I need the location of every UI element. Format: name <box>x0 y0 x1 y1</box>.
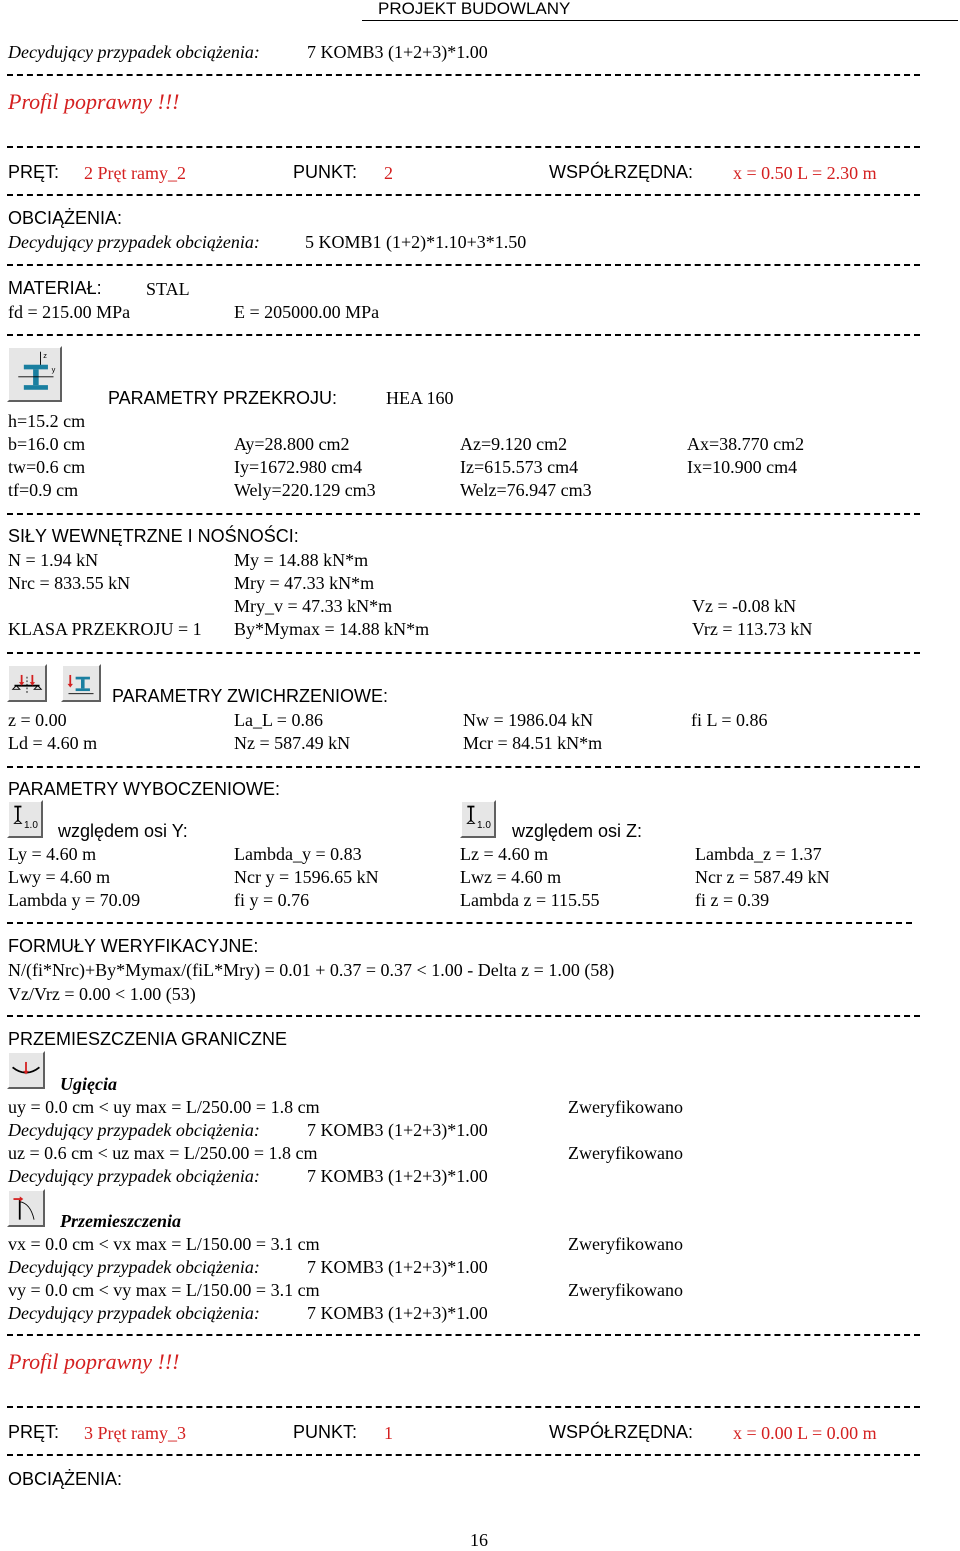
ltb-fi-l: fi L = 0.86 <box>691 710 768 730</box>
punkt-label: PUNKT: <box>293 162 358 182</box>
material-name: STAL <box>146 279 190 299</box>
punkt-label-2: PUNKT: <box>293 1422 358 1442</box>
force-mry-v: Mry_v = 47.33 kN*m <box>234 596 393 616</box>
separator <box>7 74 920 76</box>
uz-decisive-value: 7 KOMB3 (1+2+3)*1.00 <box>307 1166 488 1186</box>
section-class: KLASA PRZEKROJU = 1 <box>8 619 202 639</box>
separator <box>7 652 920 654</box>
buckling-y-icon <box>7 800 43 838</box>
section-wely: Wely=220.129 cm3 <box>234 480 376 500</box>
material-fd: fd = 215.00 MPa <box>8 302 131 322</box>
deflection-uz-status: Zweryfikowano <box>568 1143 683 1163</box>
loads-decisive-label: Decydujący przypadek obciążenia: <box>8 232 260 252</box>
section-iy: Iy=1672.980 cm4 <box>234 457 363 477</box>
decisive-case-value: 7 KOMB3 (1+2+3)*1.00 <box>307 42 488 62</box>
ugiecia-title: Ugięcia <box>60 1074 117 1094</box>
coord-value: x = 0.50 L = 2.30 m <box>733 163 877 183</box>
buckling-lambda-y-rel: Lambda_y = 0.83 <box>234 844 362 864</box>
separator <box>7 766 920 768</box>
separator <box>7 1334 920 1336</box>
pret-label-2: PRĘT: <box>8 1422 60 1442</box>
punkt-value-2: 1 <box>384 1423 393 1443</box>
section-tw: tw=0.6 cm <box>8 457 86 477</box>
buckling-y-icon-label: 1.0 <box>24 820 38 831</box>
buckling-axis-y: względem osi Y: <box>58 821 188 841</box>
section-b: b=16.0 cm <box>8 434 86 454</box>
section-tf: tf=0.9 cm <box>8 480 79 500</box>
forces-title: SIŁY WEWNĘTRZNE I NOŚNOŚCI: <box>8 526 299 546</box>
uy-decisive-label: Decydujący przypadek obciążenia: <box>8 1120 260 1140</box>
pret-value: 2 Pręt ramy_2 <box>84 163 186 183</box>
svg-text:y: y <box>51 365 56 375</box>
material-e: E = 205000.00 MPa <box>234 302 380 322</box>
deflection-uz: uz = 0.6 cm < uz max = L/250.00 = 1.8 cm <box>8 1143 318 1163</box>
punkt-value: 2 <box>384 163 393 183</box>
buckling-ncr-y: Ncr y = 1596.65 kN <box>234 867 379 887</box>
loads-decisive-value: 5 KOMB1 (1+2)*1.10+3*1.50 <box>305 232 527 252</box>
buckling-fi-z: fi z = 0.39 <box>695 890 770 910</box>
pret-value-2: 3 Pręt ramy_3 <box>84 1423 186 1443</box>
svg-text:z: z <box>43 351 48 361</box>
uy-decisive-value: 7 KOMB3 (1+2+3)*1.00 <box>307 1120 488 1140</box>
buckling-z-icon <box>460 800 496 838</box>
buckling-lwz: Lwz = 4.60 m <box>460 867 562 887</box>
separator <box>7 334 920 336</box>
ltb-nw: Nw = 1986.04 kN <box>463 710 594 730</box>
section-az: Az=9.120 cm2 <box>460 434 568 454</box>
lateral-buckling-beam-icon <box>7 664 47 702</box>
project-header: PROJEKT BUDOWLANY <box>378 0 571 18</box>
profile-ok-message: Profil poprawny !!! <box>8 1349 180 1374</box>
buckling-title: PARAMETRY WYBOCZENIOWE: <box>8 779 281 799</box>
deflection-uy: uy = 0.0 cm < uy max = L/250.00 = 1.8 cm <box>8 1097 320 1117</box>
section-welz: Welz=76.947 cm3 <box>460 480 592 500</box>
header-rule <box>362 20 958 21</box>
force-mry: Mry = 47.33 kN*m <box>234 573 375 593</box>
buckling-lambda-y: Lambda y = 70.09 <box>8 890 141 910</box>
force-n: N = 1.94 kN <box>8 550 99 570</box>
page-number: 16 <box>470 1530 488 1550</box>
separator <box>7 146 920 148</box>
buckling-z-icon-label: 1.0 <box>477 820 491 831</box>
section-h: h=15.2 cm <box>8 411 86 431</box>
displacement-vx-status: Zweryfikowano <box>568 1234 683 1254</box>
separator <box>7 1015 920 1017</box>
coord-label: WSPÓŁRZĘDNA: <box>549 162 694 182</box>
force-vrz: Vrz = 113.73 kN <box>692 619 813 639</box>
formulas-title: FORMUŁY WERYFIKACYJNE: <box>8 936 259 956</box>
ltb-mcr: Mcr = 84.51 kN*m <box>463 733 603 753</box>
formula-2: Vz/Vrz = 0.00 < 1.00 (53) <box>8 984 196 1004</box>
separator <box>7 264 920 266</box>
displacement-vx: vx = 0.0 cm < vx max = L/150.00 = 3.1 cm <box>8 1234 320 1254</box>
ltb-title: PARAMETRY ZWICHRZENIOWE: <box>112 686 389 706</box>
loads-title-2: OBCIĄŻENIA: <box>8 1469 123 1489</box>
section-ax: Ax=38.770 cm2 <box>687 434 805 454</box>
ltb-nz: Nz = 587.49 kN <box>234 733 351 753</box>
section-title: PARAMETRY PRZEKROJU: <box>108 388 338 408</box>
pret-label: PRĘT: <box>8 162 60 182</box>
uz-decisive-label: Decydujący przypadek obciążenia: <box>8 1166 260 1186</box>
displacement-icon <box>7 1189 45 1227</box>
separator <box>7 1454 920 1456</box>
vy-decisive-label: Decydujący przypadek obciążenia: <box>8 1303 260 1323</box>
force-vz: Vz = -0.08 kN <box>692 596 797 616</box>
loads-title: OBCIĄŻENIA: <box>8 208 123 228</box>
buckling-lwy: Lwy = 4.60 m <box>8 867 111 887</box>
section-ix: Ix=10.900 cm4 <box>687 457 798 477</box>
formula-1: N/(fi*Nrc)+By*Mymax/(fiL*Mry) = 0.01 + 0.37 = 0.37 < 1.00 - Delta z = 1.00 (58) <box>8 960 615 980</box>
force-by-mymax: By*Mymax = 14.88 kN*m <box>234 619 430 639</box>
profile-ok-message: Profil poprawny !!! <box>8 89 180 114</box>
decisive-case-label: Decydujący przypadek obciążenia: <box>8 42 260 62</box>
separator <box>7 1406 920 1408</box>
buckling-fi-y: fi y = 0.76 <box>234 890 310 910</box>
vx-decisive-value: 7 KOMB3 (1+2+3)*1.00 <box>307 1257 488 1277</box>
ltb-la-l: La_L = 0.86 <box>234 710 323 730</box>
vy-decisive-value: 7 KOMB3 (1+2+3)*1.00 <box>307 1303 488 1323</box>
force-nrc: Nrc = 833.55 kN <box>8 573 131 593</box>
coord-value-2: x = 0.00 L = 0.00 m <box>733 1423 877 1443</box>
section-iz: Iz=615.573 cm4 <box>460 457 579 477</box>
buckling-lambda-z-rel: Lambda_z = 1.37 <box>695 844 822 864</box>
section-name: HEA 160 <box>386 388 454 408</box>
section-ay: Ay=28.800 cm2 <box>234 434 350 454</box>
buckling-lambda-z: Lambda z = 115.55 <box>460 890 600 910</box>
separator <box>7 194 920 196</box>
deflection-icon <box>7 1051 45 1089</box>
displacements-title: PRZEMIESZCZENIA GRANICZNE <box>8 1029 288 1049</box>
coord-label-2: WSPÓŁRZĘDNA: <box>549 1422 694 1442</box>
force-my: My = 14.88 kN*m <box>234 550 369 570</box>
vx-decisive-label: Decydujący przypadek obciążenia: <box>8 1257 260 1277</box>
deflection-uy-status: Zweryfikowano <box>568 1097 683 1117</box>
displacement-vy-status: Zweryfikowano <box>568 1280 683 1300</box>
buckling-ncr-z: Ncr z = 587.49 kN <box>695 867 830 887</box>
material-title: MATERIAŁ: <box>8 278 102 298</box>
ltb-z: z = 0.00 <box>8 710 67 730</box>
buckling-axis-z: względem osi Z: <box>512 821 643 841</box>
ltb-ld: Ld = 4.60 m <box>8 733 98 753</box>
separator <box>7 922 912 924</box>
przemieszczenia-title: Przemieszczenia <box>60 1211 181 1231</box>
displacement-vy: vy = 0.0 cm < vy max = L/150.00 = 3.1 cm <box>8 1280 320 1300</box>
buckling-lz: Lz = 4.60 m <box>460 844 549 864</box>
lateral-buckling-section-icon <box>61 664 101 702</box>
separator <box>7 513 920 515</box>
i-beam-section-icon <box>7 346 62 402</box>
buckling-ly: Ly = 4.60 m <box>8 844 97 864</box>
